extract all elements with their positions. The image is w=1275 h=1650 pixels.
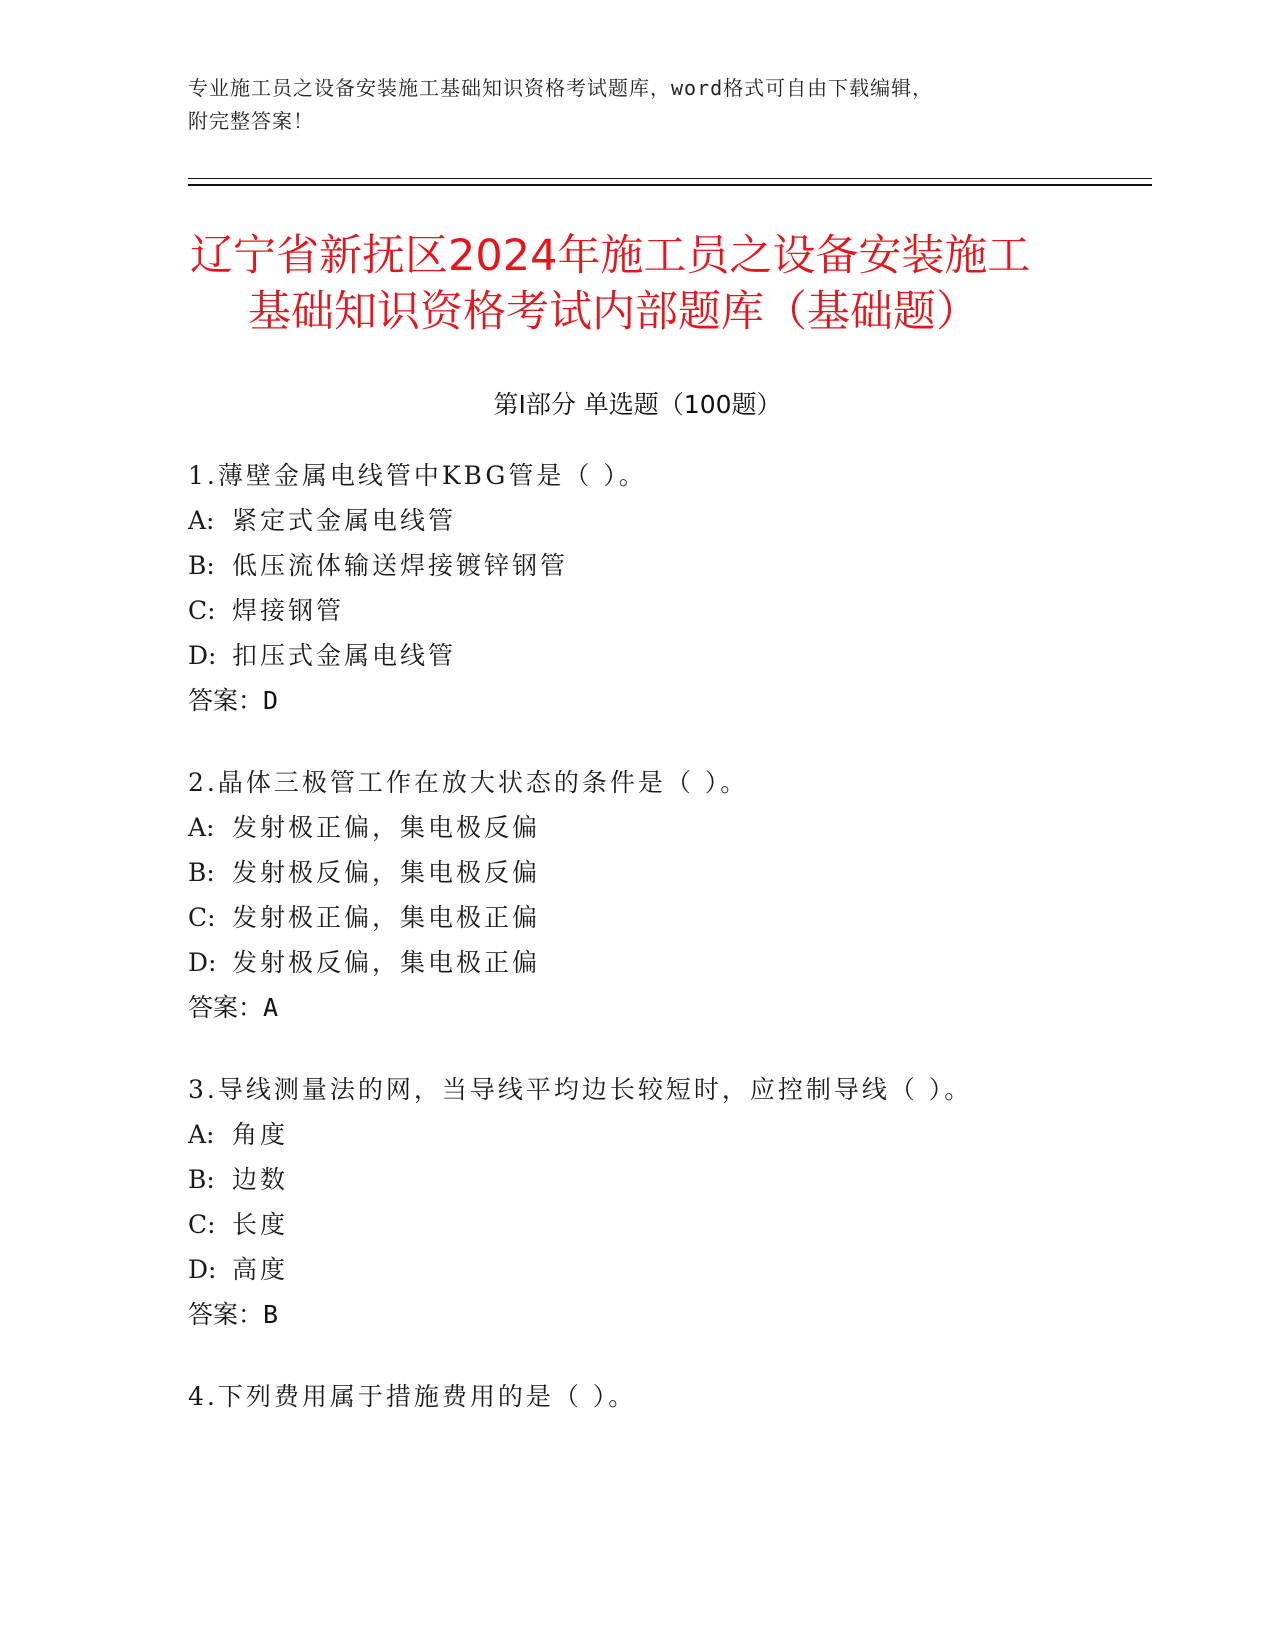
option-d <box>188 940 1108 985</box>
answer-value: A <box>263 993 279 1022</box>
option-a <box>188 498 1108 543</box>
question-stem: 1.薄壁金属电线管中KBG管是（ ）。 <box>188 461 647 490</box>
option-text: 扣压式金属电线管 <box>232 641 457 670</box>
answer <box>188 678 1108 723</box>
option-letter: B: <box>188 1165 215 1194</box>
option-d <box>188 633 1108 678</box>
option-b <box>188 850 1108 895</box>
document-title-line-2: 基础知识资格考试内部题库（基础题） <box>248 287 979 337</box>
option-c <box>188 588 1108 633</box>
answer-label: 答案： <box>188 686 264 715</box>
option-letter: D: <box>188 1255 217 1284</box>
question-stem: 2.晶体三极管工作在放大状态的条件是（ ）。 <box>188 768 749 797</box>
option-d <box>188 1247 1108 1292</box>
option-text: 角度 <box>232 1120 289 1149</box>
answer <box>188 1292 1108 1337</box>
option-letter: D: <box>188 641 217 670</box>
header-divider-thick <box>188 184 1152 186</box>
option-c <box>188 1202 1108 1247</box>
option-text: 焊接钢管 <box>232 596 345 625</box>
answer-label: 答案： <box>188 1300 264 1329</box>
option-text: 高度 <box>232 1255 289 1284</box>
option-letter: C: <box>188 903 216 932</box>
header-divider-thin <box>188 178 1152 179</box>
option-letter: C: <box>188 1210 216 1239</box>
document-title <box>150 228 1125 340</box>
question-stem: 3.导线测量法的网，当导线平均边长较短时，应控制导线（ ）。 <box>188 1075 973 1104</box>
option-letter: A: <box>188 1120 215 1149</box>
answer <box>188 985 1108 1030</box>
option-letter: B: <box>188 551 215 580</box>
option-letter: A: <box>188 506 215 535</box>
option-text: 边数 <box>232 1165 289 1194</box>
document-title-line-1: 辽宁省新抚区2024年施工员之设备安装施工 <box>190 231 1031 281</box>
answer-label: 答案： <box>188 993 264 1022</box>
question-stem: 4.下列费用属于措施费用的是（ ）。 <box>188 1382 637 1411</box>
question-1 <box>188 453 1108 723</box>
option-text: 发射极正偏，集电极反偏 <box>232 813 541 842</box>
answer-value: D <box>263 686 279 715</box>
header-note <box>188 72 1068 138</box>
option-a <box>188 805 1108 850</box>
question-2 <box>188 760 1108 1030</box>
answer-value: B <box>263 1300 279 1329</box>
option-text: 低压流体输送焊接镀锌钢管 <box>232 551 569 580</box>
section-title: 第Ⅰ部分 单选题（100题） <box>493 390 782 419</box>
header-note-line-2: 附完整答案！ <box>188 109 314 133</box>
option-c <box>188 895 1108 940</box>
option-letter: C: <box>188 596 216 625</box>
question-3 <box>188 1067 1108 1337</box>
header-note-line-1: 专业施工员之设备安装施工基础知识资格考试题库，word格式可自由下载编辑， <box>188 76 934 100</box>
option-b <box>188 543 1108 588</box>
option-letter: A: <box>188 813 215 842</box>
option-text: 长度 <box>232 1210 289 1239</box>
option-letter: B: <box>188 858 215 887</box>
option-text: 发射极反偏，集电极正偏 <box>232 948 541 977</box>
option-letter: D: <box>188 948 217 977</box>
option-a <box>188 1112 1108 1157</box>
option-text: 发射极反偏，集电极反偏 <box>232 858 541 887</box>
option-b <box>188 1157 1108 1202</box>
option-text: 发射极正偏，集电极正偏 <box>232 903 541 932</box>
question-4 <box>188 1374 1108 1419</box>
option-text: 紧定式金属电线管 <box>232 506 457 535</box>
